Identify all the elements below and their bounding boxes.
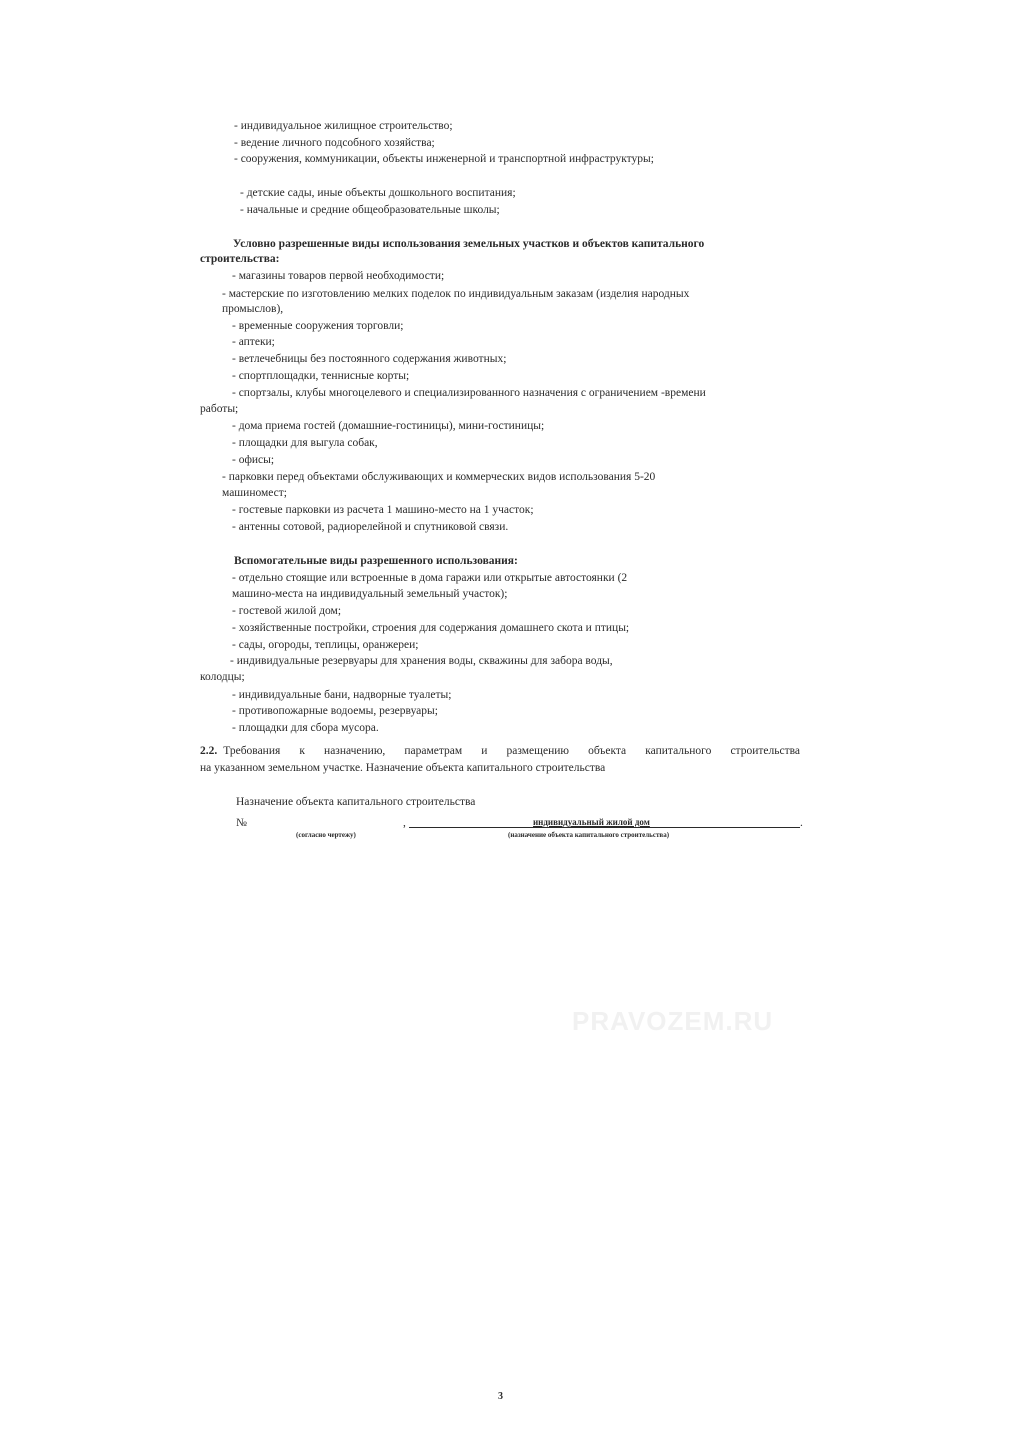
number-sign: № xyxy=(236,817,247,829)
conditional-use-11: - парковки перед объектами обслуживающих и коммерческих видов использования 5-20 xyxy=(222,471,656,483)
conditional-use-13: - антенны сотовой, радиорелейной и спутниковой связи. xyxy=(232,521,509,533)
purpose-value: индивидуальный жилой дом xyxy=(533,817,650,827)
requirements-text-line-1: Требования к назначению, параметрам и размещению объекта капитального строительства xyxy=(223,745,800,757)
conditional-use-5: - ветлечебницы без постоянного содержания животных; xyxy=(232,353,507,365)
conditional-use-11-cont: машиномест; xyxy=(222,487,287,499)
conditional-use-2-cont: промыслов), xyxy=(222,303,284,315)
auxiliary-use-4: - сады, огороды, теплицы, оранжереи; xyxy=(232,639,419,651)
conditional-use-8: - дома приема гостей (домашние-гостиницы), мини-гостиницы; xyxy=(232,420,545,432)
purpose-label: Назначение объекта капитального строительства xyxy=(236,796,476,808)
main-use-2: - ведение личного подсобного хозяйства; xyxy=(234,137,435,149)
auxiliary-use-2: - гостевой жилой дом; xyxy=(232,605,342,617)
conditional-use-12: - гостевые парковки из расчета 1 машино-место на 1 участок; xyxy=(232,504,534,516)
caption-per-drawing: (согласно чертежу) xyxy=(296,831,356,839)
auxiliary-use-5: - индивидуальные резервуары для хранения воды, скважины для забора воды, xyxy=(230,655,613,667)
auxiliary-use-8: - площадки для сбора мусора. xyxy=(232,722,379,734)
main-use-1: - индивидуальное жилищное строительство; xyxy=(234,120,453,132)
conditional-use-6: - спортплощадки, теннисные корты; xyxy=(232,370,410,382)
form-comma: , xyxy=(403,817,406,829)
caption-purpose: (назначение объекта капитального строительства) xyxy=(508,831,670,839)
conditional-use-9: - площадки для выгула собак, xyxy=(232,437,378,449)
auxiliary-title: Вспомогательные виды разрешенного использования: xyxy=(234,555,518,567)
conditional-use-3: - временные сооружения торговли; xyxy=(232,320,404,332)
auxiliary-use-5-cont: колодцы; xyxy=(200,671,245,683)
form-end-dot: . xyxy=(800,817,803,829)
requirements-paragraph-line-1 xyxy=(200,744,800,758)
watermark: PRAVOZEM.RU xyxy=(572,1006,774,1036)
conditional-use-4: - аптеки; xyxy=(232,336,275,348)
conditional-use-7-cont: работы; xyxy=(200,403,239,415)
conditional-use-7: - спортзалы, клубы многоцелевого и специализированного назначения с ограничением -времени xyxy=(232,387,706,399)
conditional-use-2: - мастерские по изготовлению мелких поделок по индивидуальным заказам (изделия народных xyxy=(222,288,690,300)
requirements-number: 2.2. xyxy=(200,745,218,757)
auxiliary-use-1-cont: машино-места на индивидуальный земельный участок); xyxy=(232,588,508,600)
page-number: 3 xyxy=(498,1391,503,1402)
conditional-title-line-2: строительства: xyxy=(200,253,280,265)
auxiliary-use-7: - противопожарные водоемы, резервуары; xyxy=(232,705,438,717)
auxiliary-use-6: - индивидуальные бани, надворные туалеты; xyxy=(232,689,452,701)
main-use-4: - детские сады, иные объекты дошкольного воспитания; xyxy=(240,187,516,199)
conditional-use-10: - офисы; xyxy=(232,454,275,466)
requirements-text-line-2: на указанном земельном участке. Назначение объекта капитального строительства xyxy=(200,762,606,774)
main-use-5: - начальные и средние общеобразовательные школы; xyxy=(240,204,500,216)
conditional-use-1: - магазины товаров первой необходимости; xyxy=(232,270,445,282)
auxiliary-use-1: - отдельно стоящие или встроенные в дома гаражи или открытые автостоянки (2 xyxy=(232,572,628,584)
main-use-3: - сооружения, коммуникации, объекты инженерной и транспортной инфраструктуры; xyxy=(234,153,654,165)
auxiliary-use-3: - хозяйственные постройки, строения для содержания домашнего скота и птицы; xyxy=(232,622,630,634)
conditional-title-line-1: Условно разрешенные виды использования земельных участков и объектов капитального xyxy=(233,238,705,250)
